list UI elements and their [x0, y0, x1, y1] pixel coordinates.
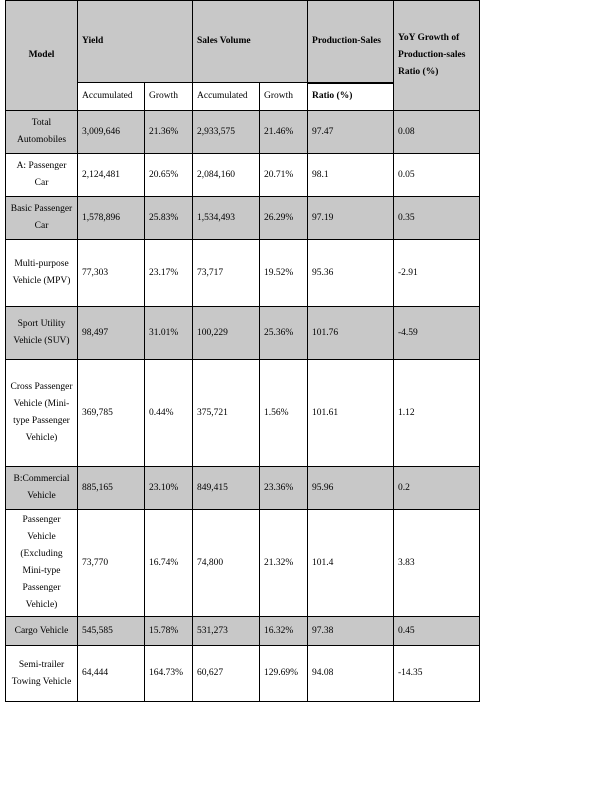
cell-ratio: 95.36	[308, 240, 394, 307]
cell-ratio: 101.76	[308, 307, 394, 360]
cell-sales-accumulated: 849,415	[193, 467, 260, 510]
cell-yoy: -4.59	[394, 307, 480, 360]
cell-sales-accumulated: 60,627	[193, 646, 260, 702]
cell-sales-growth: 20.71%	[260, 154, 308, 197]
cell-yield-accumulated: 1,578,896	[78, 197, 145, 240]
cell-yield-growth: 21.36%	[145, 111, 193, 154]
cell-ratio: 101.61	[308, 360, 394, 467]
cell-yoy: 0.08	[394, 111, 480, 154]
header-sales-volume: Sales Volume	[193, 1, 308, 83]
table-row	[6, 197, 480, 240]
cell-sales-growth: 21.46%	[260, 111, 308, 154]
cell-sales-growth: 26.29%	[260, 197, 308, 240]
row-model: Sport Utility Vehicle (SUV)	[6, 307, 78, 360]
row-model: Cargo Vehicle	[6, 617, 78, 646]
header-yield-growth: Growth	[145, 83, 193, 111]
cell-ratio: 98.1	[308, 154, 394, 197]
table-row	[6, 240, 480, 307]
table-row	[6, 646, 480, 702]
cell-ratio: 97.19	[308, 197, 394, 240]
cell-yoy: -14.35	[394, 646, 480, 702]
row-model: Semi-trailer Towing Vehicle	[6, 646, 78, 702]
cell-yoy: 0.05	[394, 154, 480, 197]
row-model: Basic Passenger Car	[6, 197, 78, 240]
header-yield: Yield	[78, 1, 193, 83]
cell-ratio: 97.38	[308, 617, 394, 646]
header-model: Model	[6, 1, 78, 111]
cell-sales-accumulated: 2,084,160	[193, 154, 260, 197]
cell-sales-accumulated: 2,933,575	[193, 111, 260, 154]
cell-sales-growth: 1.56%	[260, 360, 308, 467]
cell-yield-growth: 16.74%	[145, 510, 193, 617]
cell-yoy: 0.35	[394, 197, 480, 240]
production-sales-table	[5, 0, 480, 702]
cell-sales-accumulated: 1,534,493	[193, 197, 260, 240]
cell-yield-growth: 0.44%	[145, 360, 193, 467]
cell-ratio: 94.08	[308, 646, 394, 702]
cell-sales-growth: 25.36%	[260, 307, 308, 360]
row-model: Multi-purpose Vehicle (MPV)	[6, 240, 78, 307]
header-production-sales: Production-Sales	[308, 1, 394, 83]
header-sales-accumulated: Accumulated	[193, 83, 260, 111]
cell-yield-accumulated: 73,770	[78, 510, 145, 617]
row-model: A: Passenger Car	[6, 154, 78, 197]
cell-yoy: 3.83	[394, 510, 480, 617]
header-sales-growth: Growth	[260, 83, 308, 111]
cell-yield-growth: 23.17%	[145, 240, 193, 307]
cell-sales-growth: 21.32%	[260, 510, 308, 617]
table-row	[6, 111, 480, 154]
table-row	[6, 617, 480, 646]
table-row	[6, 510, 480, 617]
cell-yield-accumulated: 64,444	[78, 646, 145, 702]
cell-yoy: 0.2	[394, 467, 480, 510]
table-row	[6, 360, 480, 467]
cell-sales-accumulated: 100,229	[193, 307, 260, 360]
cell-yield-growth: 20.65%	[145, 154, 193, 197]
cell-sales-accumulated: 375,721	[193, 360, 260, 467]
cell-yield-accumulated: 77,303	[78, 240, 145, 307]
cell-sales-accumulated: 73,717	[193, 240, 260, 307]
cell-yield-accumulated: 369,785	[78, 360, 145, 467]
cell-yield-growth: 15.78%	[145, 617, 193, 646]
cell-ratio: 95.96	[308, 467, 394, 510]
cell-ratio: 97.47	[308, 111, 394, 154]
cell-sales-accumulated: 74,800	[193, 510, 260, 617]
table-row	[6, 467, 480, 510]
cell-sales-growth: 19.52%	[260, 240, 308, 307]
cell-yield-accumulated: 2,124,481	[78, 154, 145, 197]
cell-yield-growth: 23.10%	[145, 467, 193, 510]
cell-sales-growth: 129.69%	[260, 646, 308, 702]
cell-ratio: 101.4	[308, 510, 394, 617]
cell-yoy: 1.12	[394, 360, 480, 467]
cell-yoy: 0.45	[394, 617, 480, 646]
table-row	[6, 154, 480, 197]
header-ratio-pct: Ratio (%)	[308, 83, 394, 111]
cell-yield-growth: 25.83%	[145, 197, 193, 240]
cell-yield-accumulated: 885,165	[78, 467, 145, 510]
cell-yield-accumulated: 98,497	[78, 307, 145, 360]
cell-yield-accumulated: 3,009,646	[78, 111, 145, 154]
cell-yield-growth: 31.01%	[145, 307, 193, 360]
cell-sales-accumulated: 531,273	[193, 617, 260, 646]
table-row	[6, 307, 480, 360]
cell-yoy: -2.91	[394, 240, 480, 307]
header-yield-accumulated: Accumulated	[78, 83, 145, 111]
cell-sales-growth: 16.32%	[260, 617, 308, 646]
cell-yield-accumulated: 545,585	[78, 617, 145, 646]
row-model: Cross Passenger Vehicle (Mini-type Passenger Vehicle)	[6, 360, 78, 467]
row-model: Total Automobiles	[6, 111, 78, 154]
cell-yield-growth: 164.73%	[145, 646, 193, 702]
header-yoy-growth: YoY Growth of Production-sales Ratio (%)	[394, 1, 480, 111]
cell-sales-growth: 23.36%	[260, 467, 308, 510]
row-model: B:Commercial Vehicle	[6, 467, 78, 510]
row-model: Passenger Vehicle (Excluding Mini-type Passenger Vehicle)	[6, 510, 78, 617]
